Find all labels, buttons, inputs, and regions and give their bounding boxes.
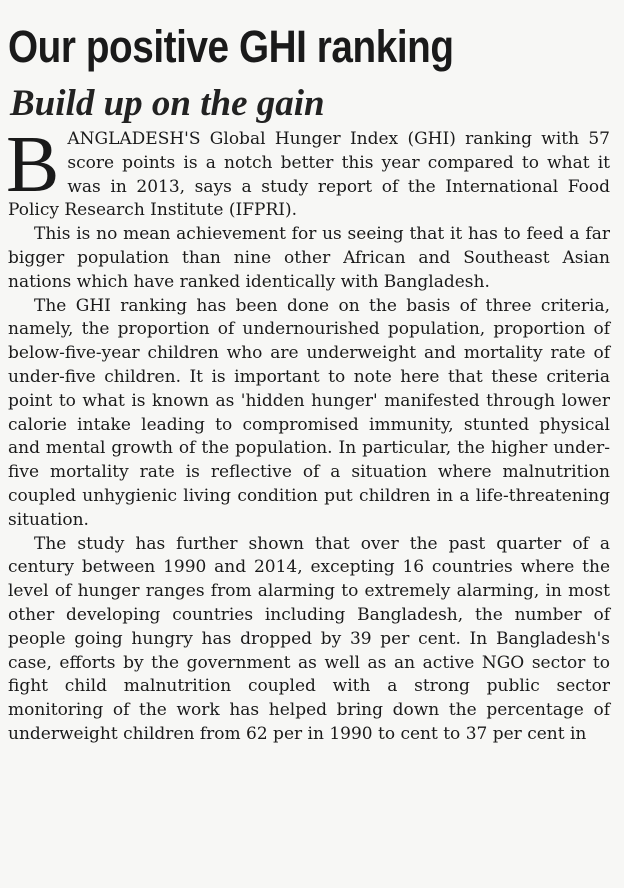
article-body xyxy=(6,121,610,747)
paragraph-2: This is no mean achievement for us seeing that it has to feed a far bigger population than nine other African and Southeast Asian nations which have ranked identically with Bangladesh. xyxy=(8,224,610,292)
paragraph-4: The study has further shown that over the past quarter of a century between 1990 and 2014, excepting 16 countries where the level of hunger ranges from alarming to extremely alarming, in most other developing countries including Bangladesh, the number of people going hungry has dropped by 39 per cent. In Bangladesh's case, efforts by the government as well as an active NGO sector to fight child malnutrition coupled with a strong public sector monitoring of the work has helped bring down the percentage of underweight children from 62 per in 1990 to cent to 37 per cent in xyxy=(8,533,610,744)
drop-cap: B xyxy=(6,121,60,209)
paragraph-1 xyxy=(6,121,610,223)
subheadline: Build up on the gain xyxy=(10,83,325,124)
paragraph-1-text: ANGLADESH'S Global Hunger Index (GHI) ranking with 57 score points is a notch better this year compared to what it was in 2013, says a study report of the International Food Policy Research Institute (IFPRI). xyxy=(8,129,610,221)
paragraph-3: The GHI ranking has been done on the basis of three criteria, namely, the proportion of undernourished population, proportion of below-five-year children who are underweight and mortality rate of under-five children. It is important to note here that these criteria point to what is known as 'hidden hunger' manifested through lower calorie intake leading to compromised immunity, stunted physical and mental growth of the population. In particular, the higher under-five mortality rate is reflective of a situation where malnutrition coupled unhygienic living condition put children in a life-threatening situation. xyxy=(8,295,610,530)
headline: Our positive GHI ranking xyxy=(8,21,454,72)
